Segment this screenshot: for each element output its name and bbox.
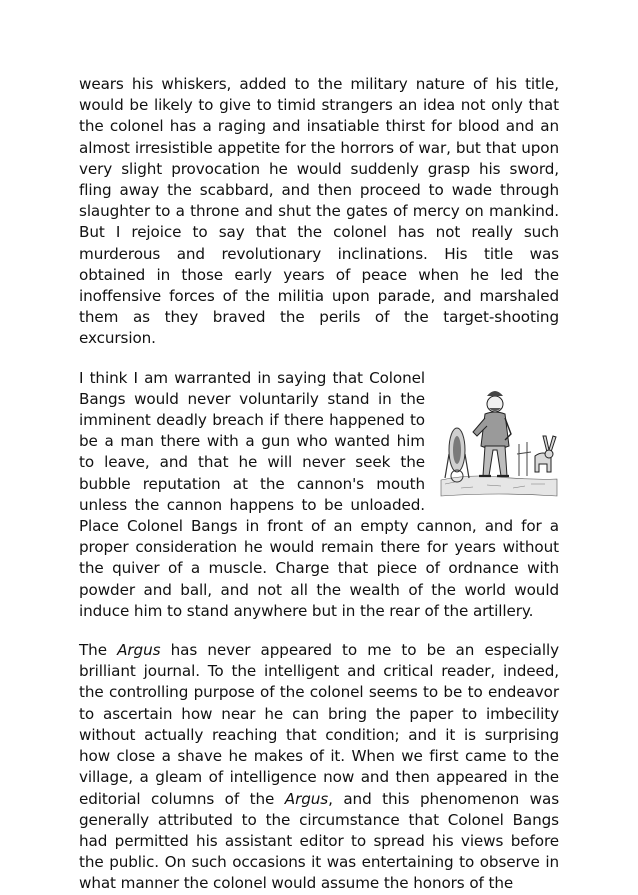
paragraph-2 (79, 368, 559, 622)
argus-title-1: Argus (117, 641, 161, 660)
paragraph-3-part-3: , and this phenomenon was generally attributed to the circumstance that Colonel Bangs had permitted his assistant editor to spread his views before the public. On such occasions it was entertaining to observe in what manner the colonel would assume the honors of the (79, 789, 560, 893)
paragraph-3 (79, 640, 559, 894)
paragraph-3-part-1: The (79, 641, 118, 660)
paragraph-1: wears his whiskers, added to the military nature of his title, would be likely to give to timid strangers an idea not only that the colonel has a raging and insatiable thirst for blood and an almost irresistible appetite for the horrors of war, but that upon very slight provocation he would suddenly grasp his sword, fling away the scabbard, and then proceed to wade through slaughter to a throne and shut the gates of mercy on mankind. But I rejoice to say that the colonel has not really such murderous and revolutionary inclinations. His title was obtained in those early years of peace when he led the inoffensive forces of the militia upon parade, and marshaled them as they braved the perils of the target-shooting excursion. (79, 75, 559, 348)
paragraph-2-text: I think I am warranted in saying that Colonel Bangs would never voluntarily stand in the imminent deadly breach if there happened to be a man there with a gun who wanted him to leave, and that he will never seek the bubble reputation at the cannon's mouth unless the cannon happens to be unloaded. Place Colonel Bangs in front of an empty cannon, and for a proper consideration he would remain there for years without the quiver of a muscle. Charge that piece of ordnance with powder and ball, and not all the wealth of the world would induce him to stand anywhere but in the rear of the artillery. (79, 368, 559, 620)
argus-title-2: Argus (284, 789, 329, 808)
paragraph-3-part-2: has never appeared to me to be an especially brilliant journal. To the intelligent and critical reader, indeed, the controlling purpose of the colonel seems to be to endeavor to ascertain how near he can bring the paper to imbecility without actually reaching that condition; and it is surprising how close a shave he makes of it. When we first came to the village, a gleam of intelligence now and then appeared in the editorial columns of the (79, 641, 559, 808)
colonel-illustration-icon (439, 384, 559, 502)
